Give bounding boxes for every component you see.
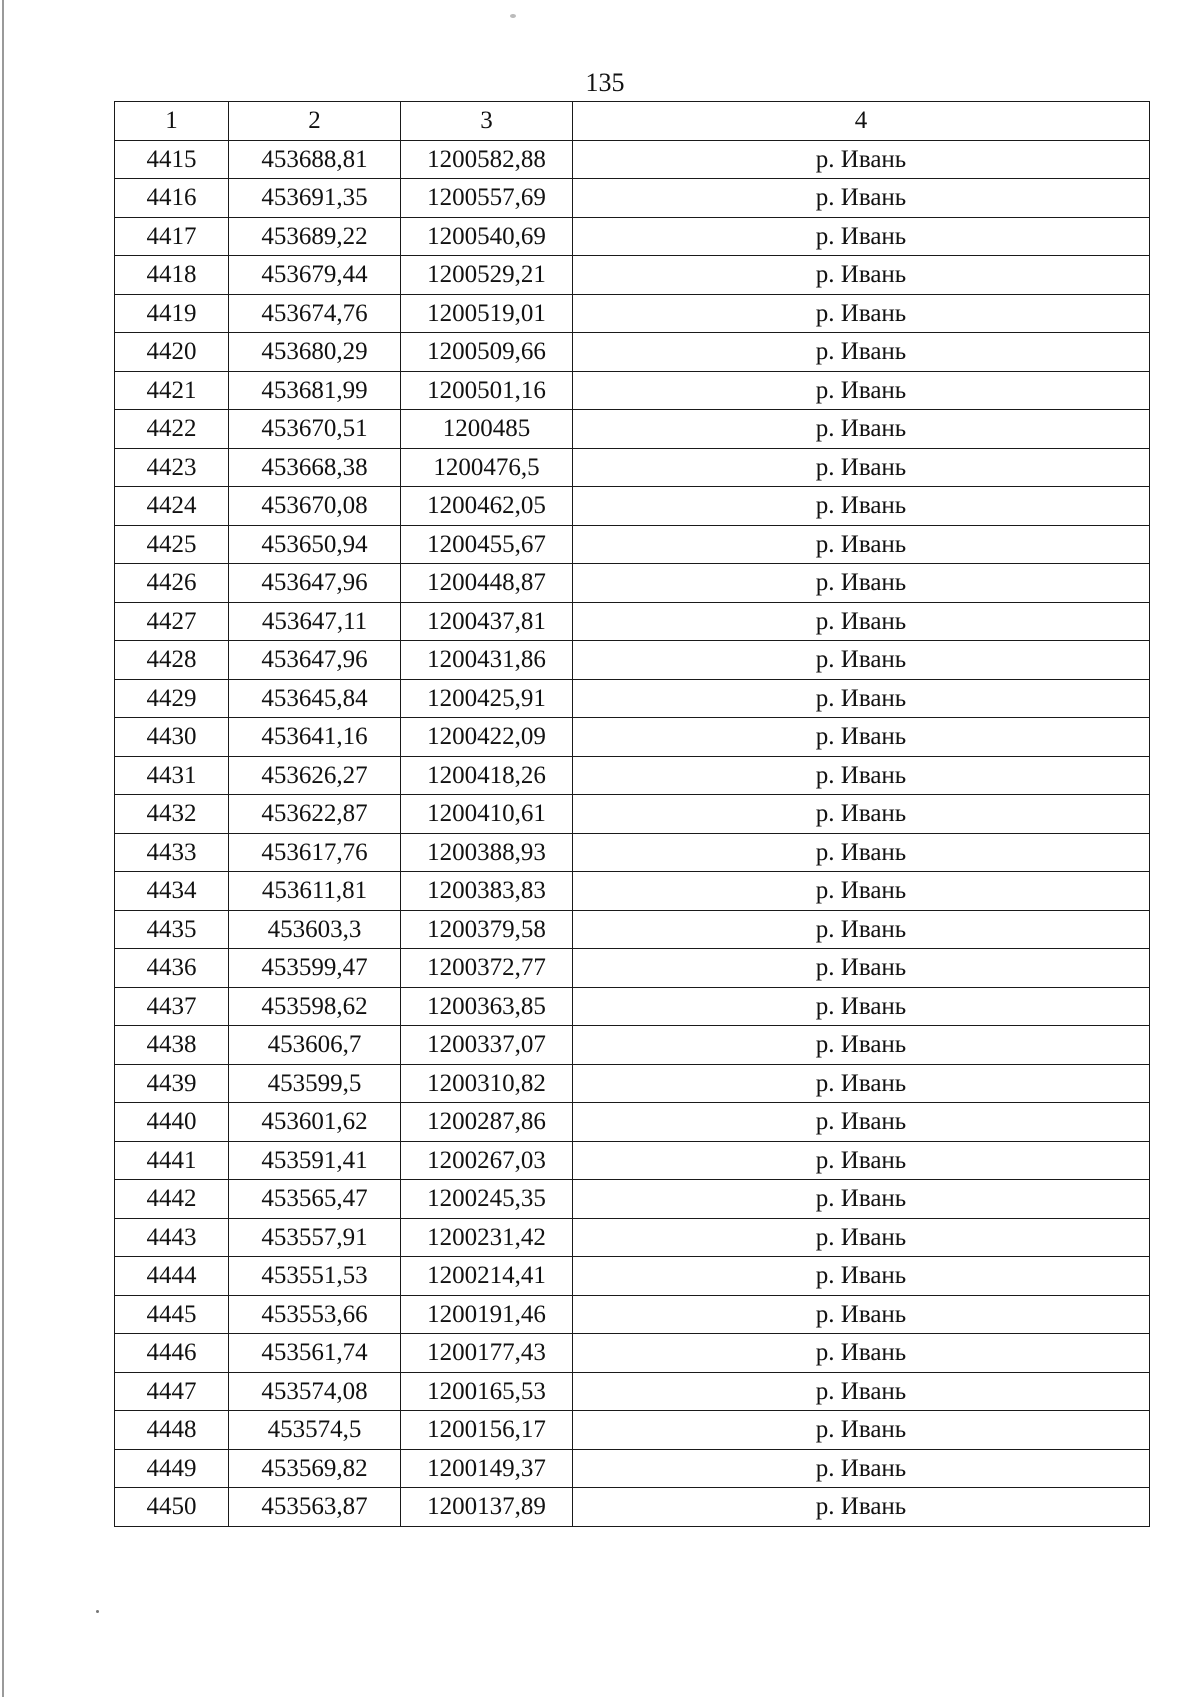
object-name-cell: р. Ивань xyxy=(573,833,1150,872)
object-name-cell: р. Ивань xyxy=(573,1064,1150,1103)
y-coordinate-cell: 1200383,83 xyxy=(401,872,573,911)
point-number-cell: 4449 xyxy=(115,1449,229,1488)
y-coordinate-cell: 1200501,16 xyxy=(401,371,573,410)
x-coordinate-cell: 453611,81 xyxy=(229,872,401,911)
table-row xyxy=(115,564,1150,603)
x-coordinate-cell: 453681,99 xyxy=(229,371,401,410)
point-number-cell: 4429 xyxy=(115,679,229,718)
table-row xyxy=(115,448,1150,487)
object-name-cell: р. Ивань xyxy=(573,1103,1150,1142)
point-number-cell: 4442 xyxy=(115,1180,229,1219)
object-name-cell: р. Ивань xyxy=(573,1449,1150,1488)
object-name-cell: р. Ивань xyxy=(573,525,1150,564)
point-number-cell: 4447 xyxy=(115,1372,229,1411)
point-number-cell: 4425 xyxy=(115,525,229,564)
column-header: 4 xyxy=(573,102,1150,141)
point-number-cell: 4423 xyxy=(115,448,229,487)
object-name-cell: р. Ивань xyxy=(573,1026,1150,1065)
x-coordinate-cell: 453670,51 xyxy=(229,410,401,449)
y-coordinate-cell: 1200557,69 xyxy=(401,179,573,218)
y-coordinate-cell: 1200485 xyxy=(401,410,573,449)
x-coordinate-cell: 453606,7 xyxy=(229,1026,401,1065)
table-row xyxy=(115,179,1150,218)
x-coordinate-cell: 453574,08 xyxy=(229,1372,401,1411)
y-coordinate-cell: 1200540,69 xyxy=(401,217,573,256)
table-row xyxy=(115,833,1150,872)
table-row xyxy=(115,140,1150,179)
x-coordinate-cell: 453599,5 xyxy=(229,1064,401,1103)
table-row xyxy=(115,641,1150,680)
object-name-cell: р. Ивань xyxy=(573,487,1150,526)
object-name-cell: р. Ивань xyxy=(573,910,1150,949)
table-row xyxy=(115,1103,1150,1142)
point-number-cell: 4424 xyxy=(115,487,229,526)
table-row xyxy=(115,371,1150,410)
object-name-cell: р. Ивань xyxy=(573,718,1150,757)
y-coordinate-cell: 1200418,26 xyxy=(401,756,573,795)
object-name-cell: р. Ивань xyxy=(573,1295,1150,1334)
y-coordinate-cell: 1200191,46 xyxy=(401,1295,573,1334)
y-coordinate-cell: 1200363,85 xyxy=(401,987,573,1026)
object-name-cell: р. Ивань xyxy=(573,140,1150,179)
table-row xyxy=(115,1026,1150,1065)
y-coordinate-cell: 1200448,87 xyxy=(401,564,573,603)
y-coordinate-cell: 1200455,67 xyxy=(401,525,573,564)
x-coordinate-cell: 453574,5 xyxy=(229,1411,401,1450)
y-coordinate-cell: 1200476,5 xyxy=(401,448,573,487)
y-coordinate-cell: 1200372,77 xyxy=(401,949,573,988)
x-coordinate-cell: 453557,91 xyxy=(229,1218,401,1257)
x-coordinate-cell: 453670,08 xyxy=(229,487,401,526)
y-coordinate-cell: 1200529,21 xyxy=(401,256,573,295)
point-number-cell: 4418 xyxy=(115,256,229,295)
point-number-cell: 4427 xyxy=(115,602,229,641)
point-number-cell: 4422 xyxy=(115,410,229,449)
y-coordinate-cell: 1200287,86 xyxy=(401,1103,573,1142)
scan-speck xyxy=(510,14,516,18)
table-row xyxy=(115,1295,1150,1334)
x-coordinate-cell: 453561,74 xyxy=(229,1334,401,1373)
point-number-cell: 4416 xyxy=(115,179,229,218)
point-number-cell: 4432 xyxy=(115,795,229,834)
point-number-cell: 4426 xyxy=(115,564,229,603)
y-coordinate-cell: 1200388,93 xyxy=(401,833,573,872)
object-name-cell: р. Ивань xyxy=(573,1372,1150,1411)
table-row xyxy=(115,756,1150,795)
object-name-cell: р. Ивань xyxy=(573,448,1150,487)
point-number-cell: 4433 xyxy=(115,833,229,872)
x-coordinate-cell: 453668,38 xyxy=(229,448,401,487)
y-coordinate-cell: 1200379,58 xyxy=(401,910,573,949)
table-row xyxy=(115,525,1150,564)
point-number-cell: 4437 xyxy=(115,987,229,1026)
y-coordinate-cell: 1200245,35 xyxy=(401,1180,573,1219)
object-name-cell: р. Ивань xyxy=(573,641,1150,680)
y-coordinate-cell: 1200337,07 xyxy=(401,1026,573,1065)
x-coordinate-cell: 453650,94 xyxy=(229,525,401,564)
table-row xyxy=(115,487,1150,526)
object-name-cell: р. Ивань xyxy=(573,294,1150,333)
object-name-cell: р. Ивань xyxy=(573,679,1150,718)
point-number-cell: 4441 xyxy=(115,1141,229,1180)
table-row xyxy=(115,1180,1150,1219)
point-number-cell: 4415 xyxy=(115,140,229,179)
y-coordinate-cell: 1200231,42 xyxy=(401,1218,573,1257)
table-row xyxy=(115,333,1150,372)
y-coordinate-cell: 1200310,82 xyxy=(401,1064,573,1103)
table-row xyxy=(115,294,1150,333)
object-name-cell: р. Ивань xyxy=(573,1218,1150,1257)
table-row xyxy=(115,410,1150,449)
point-number-cell: 4438 xyxy=(115,1026,229,1065)
object-name-cell: р. Ивань xyxy=(573,872,1150,911)
x-coordinate-cell: 453569,82 xyxy=(229,1449,401,1488)
y-coordinate-cell: 1200165,53 xyxy=(401,1372,573,1411)
object-name-cell: р. Ивань xyxy=(573,217,1150,256)
point-number-cell: 4420 xyxy=(115,333,229,372)
x-coordinate-cell: 453688,81 xyxy=(229,140,401,179)
table-row xyxy=(115,1488,1150,1527)
table-row xyxy=(115,1334,1150,1373)
y-coordinate-cell: 1200425,91 xyxy=(401,679,573,718)
object-name-cell: р. Ивань xyxy=(573,179,1150,218)
object-name-cell: р. Ивань xyxy=(573,1334,1150,1373)
object-name-cell: р. Ивань xyxy=(573,795,1150,834)
object-name-cell: р. Ивань xyxy=(573,1488,1150,1527)
x-coordinate-cell: 453626,27 xyxy=(229,756,401,795)
object-name-cell: р. Ивань xyxy=(573,333,1150,372)
table-body xyxy=(115,140,1150,1526)
y-coordinate-cell: 1200462,05 xyxy=(401,487,573,526)
point-number-cell: 4439 xyxy=(115,1064,229,1103)
scan-speck xyxy=(96,1610,99,1613)
y-coordinate-cell: 1200431,86 xyxy=(401,641,573,680)
point-number-cell: 4435 xyxy=(115,910,229,949)
y-coordinate-cell: 1200137,89 xyxy=(401,1488,573,1527)
point-number-cell: 4436 xyxy=(115,949,229,988)
point-number-cell: 4428 xyxy=(115,641,229,680)
x-coordinate-cell: 453647,96 xyxy=(229,564,401,603)
x-coordinate-cell: 453598,62 xyxy=(229,987,401,1026)
object-name-cell: р. Ивань xyxy=(573,756,1150,795)
point-number-cell: 4434 xyxy=(115,872,229,911)
x-coordinate-cell: 453551,53 xyxy=(229,1257,401,1296)
y-coordinate-cell: 1200149,37 xyxy=(401,1449,573,1488)
y-coordinate-cell: 1200214,41 xyxy=(401,1257,573,1296)
column-header: 1 xyxy=(115,102,229,141)
x-coordinate-cell: 453641,16 xyxy=(229,718,401,757)
x-coordinate-cell: 453680,29 xyxy=(229,333,401,372)
column-header: 2 xyxy=(229,102,401,141)
y-coordinate-cell: 1200177,43 xyxy=(401,1334,573,1373)
y-coordinate-cell: 1200582,88 xyxy=(401,140,573,179)
table-row xyxy=(115,217,1150,256)
table-row xyxy=(115,1064,1150,1103)
point-number-cell: 4445 xyxy=(115,1295,229,1334)
x-coordinate-cell: 453603,3 xyxy=(229,910,401,949)
table-row xyxy=(115,987,1150,1026)
page-number: 135 xyxy=(585,68,625,97)
point-number-cell: 4419 xyxy=(115,294,229,333)
table-row xyxy=(115,1257,1150,1296)
x-coordinate-cell: 453647,11 xyxy=(229,602,401,641)
table-row xyxy=(115,795,1150,834)
x-coordinate-cell: 453599,47 xyxy=(229,949,401,988)
object-name-cell: р. Ивань xyxy=(573,1180,1150,1219)
x-coordinate-cell: 453645,84 xyxy=(229,679,401,718)
x-coordinate-cell: 453617,76 xyxy=(229,833,401,872)
table-row xyxy=(115,910,1150,949)
object-name-cell: р. Ивань xyxy=(573,256,1150,295)
y-coordinate-cell: 1200509,66 xyxy=(401,333,573,372)
point-number-cell: 4431 xyxy=(115,756,229,795)
x-coordinate-cell: 453591,41 xyxy=(229,1141,401,1180)
object-name-cell: р. Ивань xyxy=(573,949,1150,988)
table-row xyxy=(115,1218,1150,1257)
y-coordinate-cell: 1200437,81 xyxy=(401,602,573,641)
column-header: 3 xyxy=(401,102,573,141)
x-coordinate-cell: 453601,62 xyxy=(229,1103,401,1142)
point-number-cell: 4417 xyxy=(115,217,229,256)
point-number-cell: 4446 xyxy=(115,1334,229,1373)
point-number-cell: 4444 xyxy=(115,1257,229,1296)
table-row xyxy=(115,718,1150,757)
object-name-cell: р. Ивань xyxy=(573,564,1150,603)
table-row xyxy=(115,872,1150,911)
x-coordinate-cell: 453622,87 xyxy=(229,795,401,834)
x-coordinate-cell: 453647,96 xyxy=(229,641,401,680)
x-coordinate-cell: 453565,47 xyxy=(229,1180,401,1219)
point-number-cell: 4450 xyxy=(115,1488,229,1527)
x-coordinate-cell: 453679,44 xyxy=(229,256,401,295)
table-row xyxy=(115,949,1150,988)
table-row xyxy=(115,1372,1150,1411)
x-coordinate-cell: 453691,35 xyxy=(229,179,401,218)
point-number-cell: 4440 xyxy=(115,1103,229,1142)
point-number-cell: 4421 xyxy=(115,371,229,410)
y-coordinate-cell: 1200267,03 xyxy=(401,1141,573,1180)
coordinates-table xyxy=(114,101,1150,1527)
x-coordinate-cell: 453553,66 xyxy=(229,1295,401,1334)
table-row xyxy=(115,1449,1150,1488)
table-header-row xyxy=(115,102,1150,141)
y-coordinate-cell: 1200156,17 xyxy=(401,1411,573,1450)
x-coordinate-cell: 453674,76 xyxy=(229,294,401,333)
table-row xyxy=(115,256,1150,295)
object-name-cell: р. Ивань xyxy=(573,602,1150,641)
object-name-cell: р. Ивань xyxy=(573,410,1150,449)
x-coordinate-cell: 453689,22 xyxy=(229,217,401,256)
table-row xyxy=(115,602,1150,641)
object-name-cell: р. Ивань xyxy=(573,1411,1150,1450)
table-row xyxy=(115,679,1150,718)
point-number-cell: 4430 xyxy=(115,718,229,757)
table-row xyxy=(115,1141,1150,1180)
y-coordinate-cell: 1200410,61 xyxy=(401,795,573,834)
table-row xyxy=(115,1411,1150,1450)
object-name-cell: р. Ивань xyxy=(573,1257,1150,1296)
y-coordinate-cell: 1200422,09 xyxy=(401,718,573,757)
object-name-cell: р. Ивань xyxy=(573,987,1150,1026)
object-name-cell: р. Ивань xyxy=(573,371,1150,410)
scan-left-border xyxy=(2,0,4,1697)
x-coordinate-cell: 453563,87 xyxy=(229,1488,401,1527)
object-name-cell: р. Ивань xyxy=(573,1141,1150,1180)
point-number-cell: 4443 xyxy=(115,1218,229,1257)
y-coordinate-cell: 1200519,01 xyxy=(401,294,573,333)
point-number-cell: 4448 xyxy=(115,1411,229,1450)
